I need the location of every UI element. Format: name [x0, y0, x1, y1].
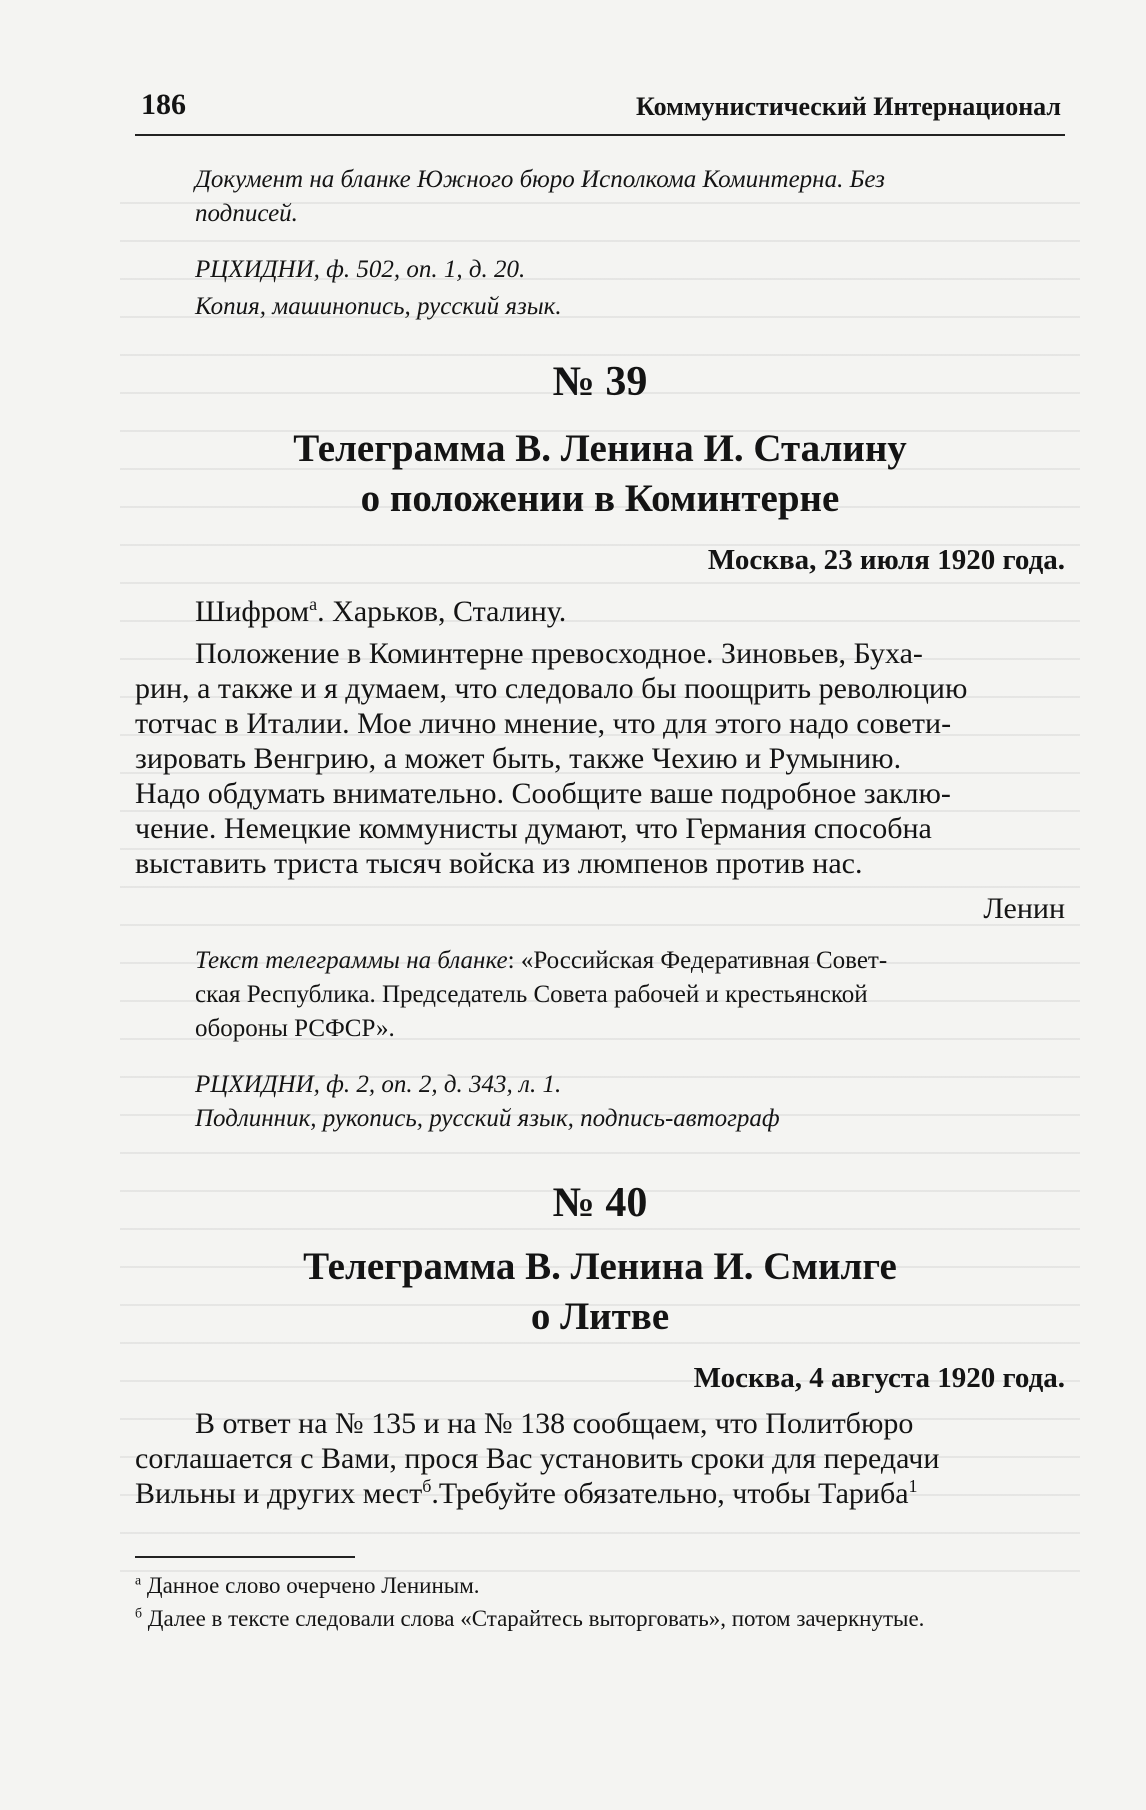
- doc39-archive-ref: РЦХИДНИ, ф. 2, оп. 2, д. 343, л. 1.: [195, 1071, 562, 1098]
- doc39-body-line: чение. Немецкие коммунисты думают, что Германия способна: [135, 812, 932, 845]
- doc40-title-line1: Телеграмма В. Ленина И. Смилге: [303, 1245, 897, 1288]
- doc40-body-line: В ответ на № 135 и на № 138 сообщаем, что Политбюро: [195, 1407, 914, 1440]
- doc40-dateline: Москва, 4 августа 1920 года.: [693, 1362, 1065, 1394]
- doc39-body-line: выставить триста тысяч войска из люмпенов против нас.: [135, 847, 863, 880]
- footnote-a: $^а$ Данное слово очерчено Лениным.: [135, 1572, 480, 1598]
- doc39-body-line: зировать Венгрию, а может быть, также Чехию и Румынию.: [135, 742, 902, 775]
- doc40-title-line2: о Литве: [530, 1295, 670, 1338]
- prev-note-line1: Документ на бланке Южного бюро Исполкома Коминтерна. Без: [195, 166, 885, 193]
- doc39-title-line2: о положении в Коминтерне: [360, 477, 840, 520]
- doc39-address: Шифром$^а$. Харьков, Сталину.: [195, 594, 567, 628]
- footnote-mark-1: 1: [908, 1476, 918, 1496]
- doc39-note-line3: обороны РСФСР».: [195, 1015, 395, 1042]
- doc39-original-note: Подлинник, рукопись, русский язык, подпись-автограф: [195, 1105, 780, 1132]
- prev-note-line2: подписей.: [195, 200, 298, 227]
- footnote-mark-b: б: [422, 1476, 432, 1496]
- prev-copy-note: Копия, машинопись, русский язык.: [195, 293, 562, 320]
- doc39-body-line: Положение в Коминтерне превосходное. Зиновьев, Буха-: [195, 637, 923, 670]
- doc39-body-line: Надо обдумать внимательно. Сообщите ваше подробное заклю-: [135, 777, 951, 810]
- doc39-number: № 39: [552, 359, 648, 405]
- footnote-b: $^б$ Далее в тексте следовали слова «Старайтесь выторговать», потом зачеркнутые.: [135, 1605, 925, 1631]
- doc39-body-line: рин, а также и я думаем, что следовало бы поощрить революцию: [135, 672, 968, 705]
- footnote-mark-a: а: [309, 594, 318, 614]
- doc39-title-line1: Телеграмма В. Ленина И. Сталину: [293, 427, 907, 470]
- prev-archive-ref: РЦХИДНИ, ф. 502, оп. 1, д. 20.: [195, 256, 526, 283]
- footnote-divider: [135, 1556, 355, 1558]
- doc39-body-line: тотчас в Италии. Мое лично мнение, что для этого надо совети-: [135, 707, 952, 740]
- doc40-body-line: Вильны и других мест$^б$.Требуйте обязательно, чтобы Тариба$^1$: [135, 1476, 918, 1510]
- doc39-note-line1: Текст телеграммы на бланке: «Российская Федеративная Совет-: [195, 947, 888, 974]
- doc39-dateline: Москва, 23 июля 1920 года.: [707, 544, 1065, 576]
- doc39-signature: Ленин: [983, 892, 1065, 925]
- doc39-note-line2: ская Республика. Председатель Совета рабочей и крестьянской: [195, 981, 868, 1008]
- doc40-number: № 40: [552, 1180, 648, 1226]
- page-number: 186: [141, 88, 186, 121]
- page-header: [135, 88, 1065, 136]
- running-title: Коммунистический Интернационал: [636, 92, 1061, 121]
- doc40-body-line: соглашается с Вами, прося Вас установить сроки для передачи: [135, 1442, 940, 1475]
